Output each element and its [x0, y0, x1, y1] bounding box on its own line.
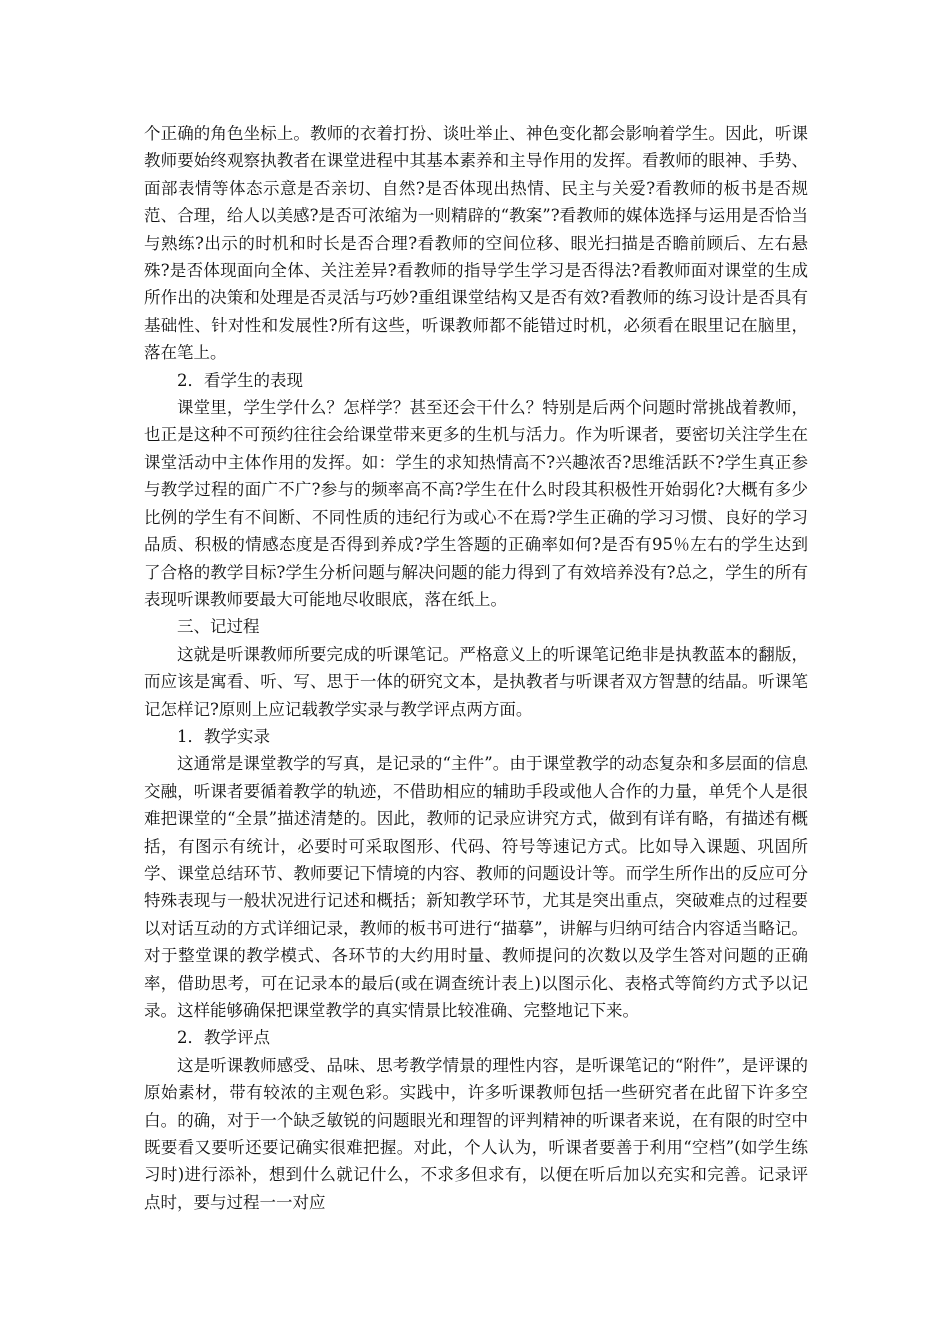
section-heading-record-process: 三、记过程 — [177, 617, 260, 637]
document-body — [144, 120, 808, 1216]
paragraph-teaching-record: 这通常是课堂教学的写真，是记录的“主件”。由于课堂教学的动态复杂和多层面的信息交融，听课者要循着教学的轨迹，不借助相应的辅助手段或他人合作的力量，单凭个人是很难把课堂的“全景”描述清楚的。因此，教师的记录应讲究方式，做到有详有略，有描述有概括，有图示有统计，必要时可采取图形、代码、符号等速记方式。比如导入课题、巩固所学、课堂总结环节、教师要记下情境的内容、教师的问题设计等。而学生所作出的反应可分特殊表现与一般状况进行记述和概括；新知教学环节，尤其是突出重点，突破难点的过程要以对话互动的方式详细记录，教师的板书可进行“描摹”，讲解与归纳可结合内容适当略记。对于整堂课的教学模式、各环节的大约用时量、教师提问的次数以及学生答对问题的正确率，借助思考，可在记录本的最后(或在调查统计表上)以图示化、表格式等简约方式予以记录。这样能够确保把课堂教学的真实情景比较准确、完整地记下来。 — [144, 754, 808, 1020]
paragraph-student-performance: 课堂里，学生学什么？怎样学？甚至还会干什么？特别是后两个问题时常挑战着教师，也正是这种不可预约往往会给课堂带来更多的生机与活力。作为听课者，要密切关注学生在课堂活动中主体作用的发挥。如：学生的求知热情高不?兴趣浓否?思维活跃不?学生真正参与教学过程的面广不广?参与的频率高不高?学生在什么时段其积极性开始弱化?大概有多少比例的学生有不间断、不同性质的违纪行为或心不在焉?学生正确的学习习惯、良好的学习品质、积极的情感态度是否得到养成?学生答题的正确率如何?是否有95％左右的学生达到了合格的教学目标?学生分析问题与解决问题的能力得到了有效培养没有?总之，学生的所有表现听课教师要最大可能地尽收眼底，落在纸上。 — [144, 398, 808, 609]
paragraph-teacher-observation: 个正确的角色坐标上。教师的衣着打扮、谈吐举止、神色变化都会影响着学生。因此，听课教师要始终观察执教者在课堂进程中其基本素养和主导作用的发挥。看教师的眼神、手势、面部表情等体态示意是否亲切、自然?是否体现出热情、民主与关爱?看教师的板书是否规范、合理，给人以美感?是否可浓缩为一则精辟的“教案”?看教师的媒体选择与运用是否恰当与熟练?出示的时机和时长是否合理?看教师的空间位移、眼光扫描是否瞻前顾后、左右悬殊?是否体现面向全体、关注差异?看教师的指导学生学习是否得法?看教师面对课堂的生成所作出的决策和处理是否灵活与巧妙?重组课堂结构又是否有效?看教师的练习设计是否具有基础性、针对性和发展性?所有这些，听课教师都不能错过时机，必须看在眼里记在脑里，落在笔上。 — [144, 124, 808, 363]
section-heading-student-performance: 2．看学生的表现 — [177, 370, 303, 390]
section-heading-teaching-comment: 2．教学评点 — [177, 1028, 270, 1048]
paragraph-teaching-comment: 这是听课教师感受、品味、思考教学情景的理性内容，是听课笔记的“附件”，是评课的原始素材，带有较浓的主观色彩。实践中，许多听课教师包括一些研究者在此留下许多空白。的确，对于一个缺乏敏锐的问题眼光和理智的评判精神的听课者来说，在有限的时空中既要看又要听还要记确实很难把握。对此，个人认为，听课者要善于利用“空档”(如学生练习时)进行添补，想到什么就记什么，不求多但求有，以便在听后加以充实和完善。记录评点时，要与过程一一对应 — [144, 1055, 808, 1212]
paragraph-record-process: 这就是听课教师所要完成的听课笔记。严格意义上的听课笔记绝非是执教蓝本的翻版，而应该是寓看、听、写、思于一体的研究文本，是执教者与听课者双方智慧的结晶。听课笔记怎样记?原则上应记载教学实录与教学评点两方面。 — [144, 644, 808, 719]
section-heading-teaching-record: 1．教学实录 — [177, 726, 270, 746]
